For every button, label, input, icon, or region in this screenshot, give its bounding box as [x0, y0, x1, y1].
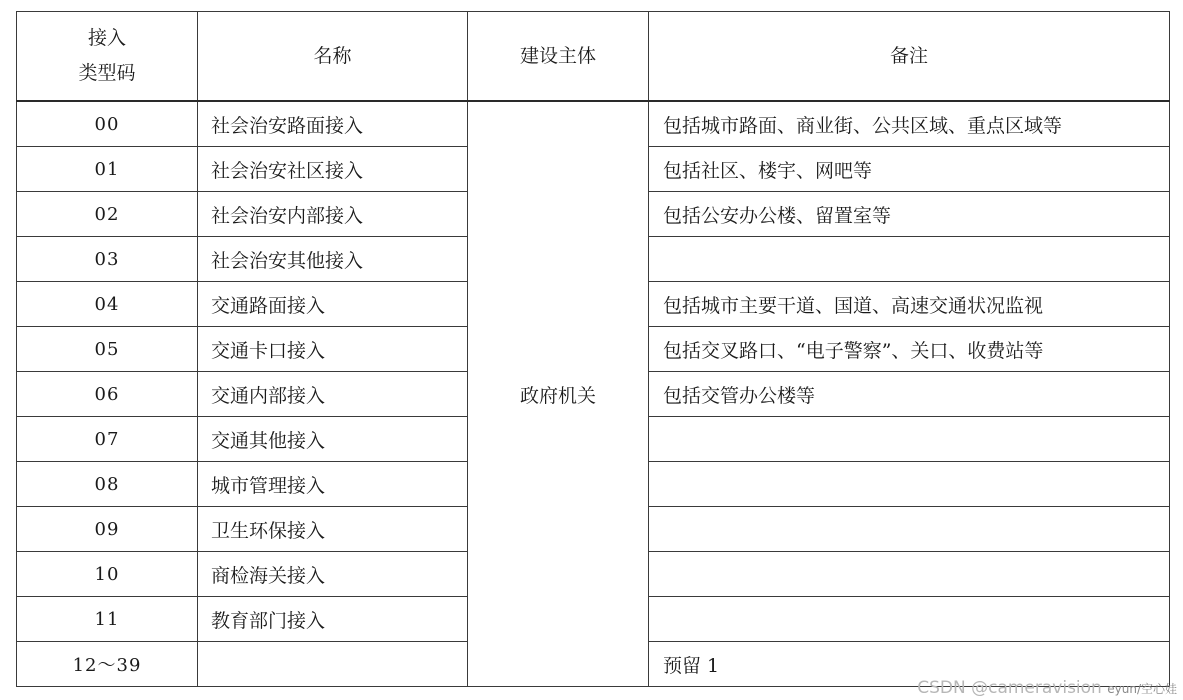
- csdn-watermark: [917, 678, 1177, 698]
- note-cell: [649, 462, 1170, 507]
- note-cell: [649, 237, 1170, 282]
- note-cell: 包括交管办公楼等: [649, 372, 1170, 417]
- name-cell: 交通卡口接入: [198, 327, 468, 372]
- code-cell: 05: [17, 327, 198, 372]
- name-cell: [198, 642, 468, 687]
- code-cell: 02: [17, 192, 198, 237]
- header-builder: 建设主体: [468, 12, 649, 102]
- code-cell: 01: [17, 147, 198, 192]
- name-cell: 城市管理接入: [198, 462, 468, 507]
- name-cell: 卫生环保接入: [198, 507, 468, 552]
- code-cell: 08: [17, 462, 198, 507]
- header-name: 名称: [198, 12, 468, 102]
- code-cell: 12～39: [17, 642, 198, 687]
- name-cell: 交通其他接入: [198, 417, 468, 462]
- header-code-line2: 类型码: [78, 62, 136, 84]
- name-cell: 社会治安社区接入: [198, 147, 468, 192]
- code-cell: 07: [17, 417, 198, 462]
- note-cell: 预留 1: [649, 642, 1170, 687]
- note-cell: [649, 552, 1170, 597]
- note-cell: 包括城市主要干道、国道、高速交通状况监视: [649, 282, 1170, 327]
- watermark-under-text: eyun/空心娃: [1107, 682, 1177, 696]
- code-cell: 03: [17, 237, 198, 282]
- name-cell: 社会治安内部接入: [198, 192, 468, 237]
- name-cell: 教育部门接入: [198, 597, 468, 642]
- code-cell: 11: [17, 597, 198, 642]
- code-cell: 10: [17, 552, 198, 597]
- code-cell: 04: [17, 282, 198, 327]
- name-cell: 商检海关接入: [198, 552, 468, 597]
- note-cell: 包括城市路面、商业街、公共区域、重点区域等: [649, 101, 1170, 147]
- header-note: 备注: [649, 12, 1170, 102]
- header-code-line1: 接入: [87, 27, 126, 49]
- table-row: [17, 101, 1170, 147]
- note-cell: 包括公安办公楼、留置室等: [649, 192, 1170, 237]
- note-cell: 包括社区、楼宇、网吧等: [649, 147, 1170, 192]
- name-cell: 社会治安路面接入: [198, 101, 468, 147]
- access-type-code-table: [16, 11, 1170, 687]
- note-cell: 包括交叉路口、“电子警察”、关口、收费站等: [649, 327, 1170, 372]
- code-cell: 00: [17, 101, 198, 147]
- name-cell: 交通路面接入: [198, 282, 468, 327]
- code-cell: 06: [17, 372, 198, 417]
- name-cell: 社会治安其他接入: [198, 237, 468, 282]
- note-cell: [649, 507, 1170, 552]
- watermark-text: CSDN @cameravision: [917, 678, 1102, 698]
- header-code: [17, 12, 198, 102]
- note-cell: [649, 597, 1170, 642]
- builder-cell: 政府机关: [468, 101, 649, 687]
- code-cell: 09: [17, 507, 198, 552]
- table-header-row: [17, 12, 1170, 102]
- name-cell: 交通内部接入: [198, 372, 468, 417]
- note-cell: [649, 417, 1170, 462]
